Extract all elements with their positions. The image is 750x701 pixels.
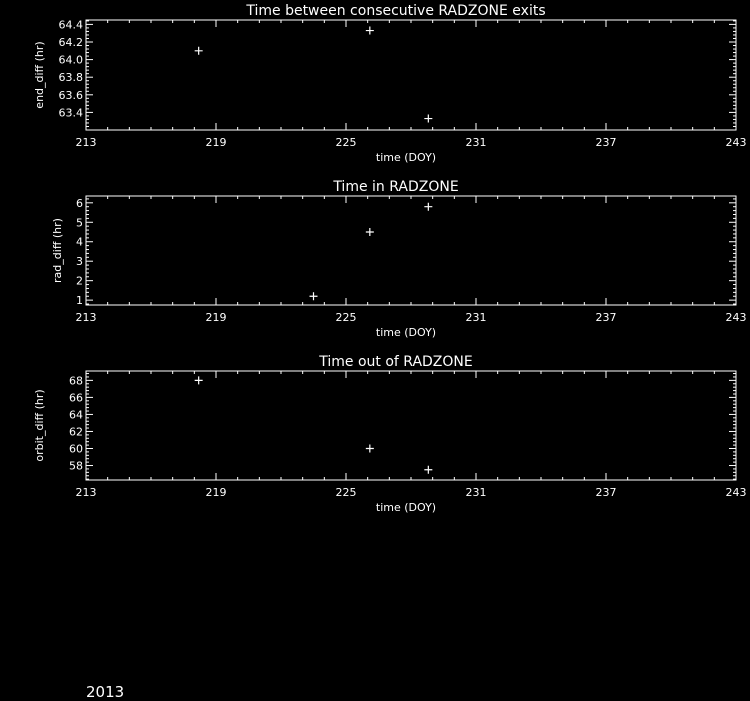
x-tick-label: 213: [75, 136, 97, 149]
x-tick-label: 243: [725, 486, 747, 499]
x-tick-label: 237: [595, 136, 617, 149]
x-axis-label: time (DOY): [375, 326, 437, 339]
data-point: [310, 292, 318, 300]
y-tick-label: 3: [76, 255, 83, 269]
data-point: [366, 228, 374, 236]
y-axis-label: end_diff (hr): [33, 41, 46, 109]
x-tick-label: 219: [205, 311, 227, 324]
x-tick-label: 231: [465, 311, 487, 324]
y-tick-label: 5: [76, 216, 83, 230]
x-tick-label: 237: [595, 486, 617, 499]
x-tick-label: 237: [595, 311, 617, 324]
y-tick-label: 60: [69, 442, 83, 456]
data-point: [424, 466, 432, 474]
y-tick-label: 4: [76, 235, 83, 249]
plot-frame: [86, 371, 736, 480]
x-tick-label: 213: [75, 486, 97, 499]
y-tick-label: 58: [69, 459, 83, 473]
plot-frame: [86, 196, 736, 305]
x-tick-label: 225: [335, 136, 357, 149]
x-tick-label: 231: [465, 486, 487, 499]
y-tick-label: 6: [76, 196, 83, 210]
data-point: [195, 47, 203, 55]
x-tick-label: 225: [335, 486, 357, 499]
y-axis-label: rad_diff (hr): [51, 218, 64, 283]
data-point: [424, 203, 432, 211]
plot-frame: [86, 20, 736, 130]
x-tick-label: 219: [205, 486, 227, 499]
year-label: 2013: [86, 683, 125, 701]
y-tick-label: 64.4: [58, 18, 83, 32]
x-tick-label: 243: [725, 311, 747, 324]
y-tick-label: 66: [69, 391, 83, 405]
y-tick-label: 1: [76, 294, 83, 308]
y-tick-label: 64.2: [58, 36, 83, 49]
chart-title: Time out of RADZONE: [319, 354, 473, 370]
y-tick-label: 2: [76, 274, 83, 288]
data-point: [424, 115, 432, 123]
x-tick-label: 219: [205, 136, 227, 149]
x-tick-label: 243: [725, 136, 747, 149]
y-tick-label: 63.4: [58, 106, 83, 120]
y-tick-label: 63.8: [58, 71, 83, 85]
x-tick-label: 225: [335, 311, 357, 324]
y-tick-label: 62: [69, 425, 83, 439]
data-point: [366, 444, 374, 452]
x-axis-label: time (DOY): [375, 501, 437, 514]
y-tick-label: 63.6: [58, 88, 83, 102]
y-tick-label: 68: [69, 374, 83, 388]
y-tick-label: 64.0: [58, 53, 83, 67]
data-point: [195, 376, 203, 384]
data-point: [366, 27, 374, 35]
chart-title: Time in RADZONE: [333, 179, 459, 195]
chart-title: Time between consecutive RADZONE exits: [246, 3, 546, 19]
y-axis-label: orbit_diff (hr): [33, 389, 46, 462]
x-tick-label: 213: [75, 311, 97, 324]
x-axis-label: time (DOY): [375, 151, 437, 164]
x-tick-label: 231: [465, 136, 487, 149]
y-tick-label: 64: [69, 408, 83, 422]
